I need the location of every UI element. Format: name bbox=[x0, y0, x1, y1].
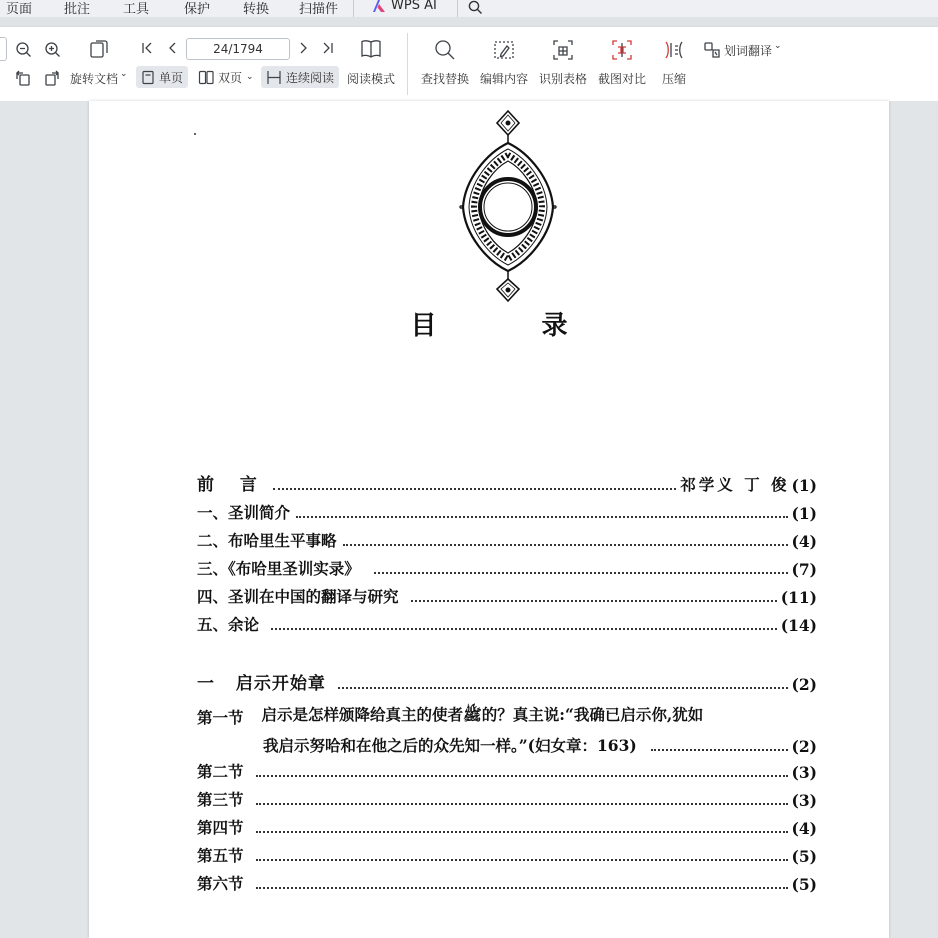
edit-content-icon[interactable] bbox=[491, 37, 517, 63]
toc-entry-text: 我启示努哈和在他之后的众先知一样。”(妇女章：163) bbox=[263, 736, 637, 755]
toc-entry-page: (4) bbox=[791, 532, 817, 551]
find-replace-button[interactable]: 查找替换 bbox=[421, 72, 470, 86]
leader-dots bbox=[651, 749, 788, 751]
menu-page[interactable]: 页面 bbox=[6, 2, 33, 17]
toolbar-separator bbox=[407, 33, 408, 95]
toc-entry-preface[interactable] bbox=[197, 473, 817, 495]
double-page-label: 双页 bbox=[218, 70, 243, 85]
edit-content-button[interactable]: 编辑内容 bbox=[480, 72, 529, 86]
wps-ai-logo-icon bbox=[371, 0, 387, 13]
continuous-read-label: 连续阅读 bbox=[286, 70, 335, 85]
wps-ai-label: WPS AI bbox=[391, 0, 437, 13]
toc-entry-label: 三、《布哈里圣训实录》 bbox=[197, 559, 360, 578]
leader-dots bbox=[256, 803, 788, 805]
compress-button[interactable]: 压缩 bbox=[662, 72, 687, 86]
toc-entry-label: 第六节 bbox=[197, 874, 244, 893]
menu-annotate[interactable]: 批注 bbox=[64, 2, 91, 17]
single-page-icon bbox=[141, 70, 155, 85]
toc-entry-section[interactable] bbox=[197, 788, 817, 810]
document-page bbox=[89, 101, 889, 938]
toc-entry-label: 二、布哈里生平事略 bbox=[197, 531, 337, 550]
read-mode-icon[interactable] bbox=[358, 37, 384, 61]
toc-entry-label: 四、圣训在中国的翻译与研究 bbox=[197, 587, 399, 606]
toc-entry-page: (7) bbox=[791, 560, 817, 579]
toc-entry-label: 第五节 bbox=[197, 846, 244, 865]
toc-entry-text: 启示是怎样颁降给真主的使者ﷺ的？真主说:“我确已启示你,犹如 bbox=[261, 705, 704, 724]
toc-entry-label: 第四节 bbox=[197, 818, 244, 837]
continuous-read-icon bbox=[266, 70, 282, 85]
last-page-icon[interactable] bbox=[320, 40, 336, 56]
menu-wps-ai[interactable] bbox=[371, 0, 437, 13]
toc-entry-page: (2) bbox=[791, 675, 817, 694]
leader-dots bbox=[273, 488, 676, 490]
chevron-down-icon: ⌄ bbox=[246, 72, 254, 82]
toc-entry-page: (3) bbox=[791, 763, 817, 782]
toc-entry-author: 祁学义 丁 俊 bbox=[680, 475, 790, 494]
recognize-table-button[interactable]: 识别表格 bbox=[539, 72, 588, 86]
leader-dots bbox=[296, 516, 788, 518]
toc-entry[interactable] bbox=[197, 529, 817, 551]
toc-entry-section[interactable] bbox=[197, 872, 817, 894]
zoom-out-icon[interactable] bbox=[13, 39, 33, 59]
toolbar bbox=[0, 26, 938, 102]
rotate-left-icon[interactable] bbox=[13, 68, 33, 88]
toc-entry-chapter[interactable] bbox=[197, 672, 817, 694]
toc-entry-page: (3) bbox=[791, 791, 817, 810]
compress-icon[interactable] bbox=[661, 37, 687, 63]
continuous-read-button[interactable] bbox=[261, 66, 339, 88]
leader-dots bbox=[256, 859, 788, 861]
menu-protect[interactable]: 保护 bbox=[184, 2, 211, 17]
scan-speck bbox=[194, 133, 196, 135]
recognize-table-icon[interactable] bbox=[550, 37, 576, 63]
toc-entry-label: 前 言 bbox=[197, 475, 267, 495]
chevron-down-icon[interactable]: ⌄ bbox=[120, 69, 128, 79]
chevron-down-icon[interactable]: ⌄ bbox=[774, 41, 782, 51]
menu-separator bbox=[457, 0, 458, 17]
zoom-field-edge[interactable] bbox=[0, 37, 7, 61]
next-page-icon[interactable] bbox=[295, 40, 311, 56]
page-fit-icon[interactable] bbox=[87, 37, 111, 61]
rotate-right-icon[interactable] bbox=[42, 68, 62, 88]
leader-dots bbox=[271, 628, 777, 630]
toc-entry-label: 第三节 bbox=[197, 790, 244, 809]
toc-entry-section-1[interactable] bbox=[197, 706, 817, 728]
leader-dots bbox=[411, 600, 777, 602]
toc-entry-page: (5) bbox=[791, 875, 817, 894]
translate-icon[interactable] bbox=[703, 41, 721, 59]
single-page-button[interactable] bbox=[136, 66, 188, 88]
toc-entry-page: (1) bbox=[791, 476, 817, 495]
single-page-label: 单页 bbox=[159, 70, 184, 85]
first-page-icon[interactable] bbox=[139, 40, 155, 56]
toc-entry-label: 第二节 bbox=[197, 762, 244, 781]
toc-entry[interactable] bbox=[197, 501, 817, 523]
rotate-document-button[interactable]: 旋转文档 bbox=[70, 72, 119, 86]
toc-chapter-label: 一 启示开始章 bbox=[197, 674, 326, 694]
word-translate-label[interactable]: 划词翻译 bbox=[724, 44, 773, 58]
toc-title: 目 录 bbox=[410, 311, 616, 341]
toc-entry-label: 五、余论 bbox=[197, 615, 260, 634]
leader-dots bbox=[256, 831, 788, 833]
menu-scan[interactable]: 扫描件 bbox=[299, 2, 339, 17]
prev-page-icon[interactable] bbox=[165, 40, 181, 56]
toc-entry-section[interactable] bbox=[197, 760, 817, 782]
toc-entry-page: (14) bbox=[780, 616, 817, 635]
page-number-input[interactable]: 24/1794 bbox=[186, 38, 290, 60]
leader-dots bbox=[374, 572, 788, 574]
screenshot-compare-button[interactable]: 截图对比 bbox=[598, 72, 647, 86]
toc-entry-section[interactable] bbox=[197, 844, 817, 866]
leader-dots bbox=[338, 687, 788, 689]
menu-tools[interactable]: 工具 bbox=[123, 2, 150, 17]
zoom-in-icon[interactable] bbox=[42, 39, 62, 59]
toc-entry-section[interactable] bbox=[197, 816, 817, 838]
double-page-icon bbox=[198, 70, 214, 85]
toc-entry[interactable] bbox=[197, 557, 817, 579]
leader-dots bbox=[256, 887, 788, 889]
toc-entry-label: 第一节 bbox=[197, 708, 244, 727]
toc-entry-page: (1) bbox=[791, 504, 817, 523]
toc-entry-page: (11) bbox=[780, 588, 817, 607]
toc-entry-page: (4) bbox=[791, 819, 817, 838]
toc-entry-section-1-continuation[interactable] bbox=[263, 734, 817, 756]
toc-entry-page: (5) bbox=[791, 847, 817, 866]
read-mode-button[interactable]: 阅读模式 bbox=[347, 72, 396, 86]
toc-entry[interactable] bbox=[197, 585, 817, 607]
document-viewport[interactable] bbox=[0, 101, 938, 938]
toc-entry-label: 一、圣训简介 bbox=[197, 503, 291, 522]
toc-entry-page: (2) bbox=[791, 737, 817, 756]
find-replace-icon[interactable] bbox=[432, 37, 458, 63]
menu-bar bbox=[0, 0, 938, 17]
search-icon[interactable] bbox=[468, 0, 483, 19]
leader-dots bbox=[256, 775, 788, 777]
menu-convert[interactable]: 转换 bbox=[243, 2, 270, 17]
leader-dots bbox=[343, 544, 788, 546]
ornament-image bbox=[459, 109, 557, 305]
toc-entry[interactable] bbox=[197, 613, 817, 635]
screenshot-compare-icon[interactable] bbox=[609, 37, 635, 63]
double-page-button[interactable] bbox=[193, 66, 259, 88]
menu-separator bbox=[353, 0, 354, 17]
